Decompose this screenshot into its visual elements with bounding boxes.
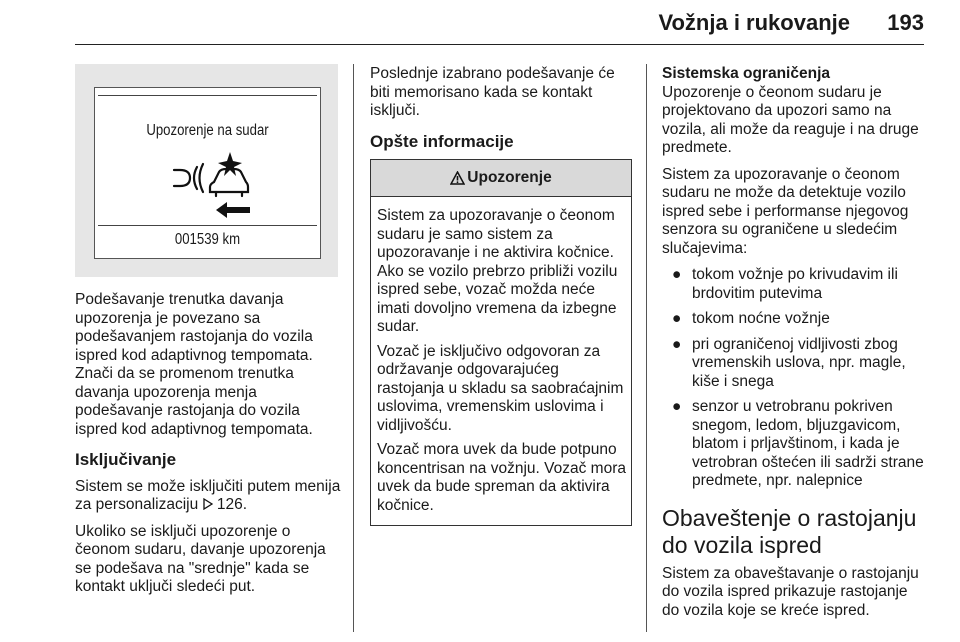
- bullet-icon: ●: [672, 266, 682, 283]
- header-rule: [75, 44, 924, 45]
- list-item-text: pri ograničenoj vidljivosti zbog vremenskih uslova, npr. magle, kiše i snega: [692, 335, 906, 390]
- paragraph-memorized: Poslednje izabrano podešavanje će biti memorisano kada se kontakt isključi.: [370, 65, 615, 119]
- bullet-icon: ●: [672, 398, 682, 415]
- heading-sistemska-ogranicenja: Sistemska ograničenja: [662, 65, 830, 82]
- paragraph-timing: Podešavanje trenutka davanja upozorenja je povezano sa podešavanjem rastojanja do vozila ispred kod adaptivnog tempomata. Znači da se promenom trenutka davanja upozorenja menja podešavanje rastojanja do vozila ispred kod adaptivnog tempomata.: [75, 291, 313, 438]
- display-rule-bottom: [98, 225, 317, 226]
- warning-body: [371, 197, 631, 525]
- bullet-icon: ●: [672, 335, 682, 353]
- column-divider-left: [353, 64, 354, 632]
- column-1: [75, 291, 345, 605]
- chapter-title: Vožnja i rukovanje: [658, 10, 850, 35]
- warning-paragraph-3: Vozač mora uvek da bude potpuno koncentrisan na vožnju. Vozač mora uvek da bude spreman da aktivira kočnice.: [377, 441, 626, 514]
- list-item: [662, 398, 927, 491]
- heading-obavestenje: Obaveštenje o rastojanju do vozila ispred: [662, 504, 917, 558]
- display-rule-top: [98, 95, 317, 96]
- display-title: Upozorenje na sudar: [146, 122, 269, 139]
- warning-box: [370, 159, 632, 526]
- warning-triangle-icon: [450, 171, 465, 185]
- paragraph-disable: [75, 478, 345, 515]
- paragraph-limits-1: Upozorenje o čeonom sudaru je projektovano da upozori samo na vozila, ali može da reaguje i na druge predmete.: [662, 83, 919, 156]
- list-item-text: tokom vožnje po krivudavim ili brdovitim putevima: [692, 266, 898, 302]
- odometer-readout: 001539 km: [174, 231, 241, 248]
- list-item: [662, 266, 927, 303]
- instrument-display: [94, 87, 321, 259]
- column-2: [370, 65, 632, 526]
- heading-opste-informacije: Opšte informacije: [370, 131, 514, 151]
- list-item: [662, 336, 927, 392]
- warning-title: Upozorenje: [467, 168, 552, 186]
- list-item-text: tokom noćne vožnje: [692, 310, 830, 327]
- column-divider-right: [646, 64, 647, 632]
- bullet-icon: ●: [672, 310, 682, 327]
- triangle-right-icon: [203, 498, 213, 510]
- paragraph-reset: Ukoliko se isključi upozorenje o čeonom sudaru, davanje upozorenja se podešava na "srednje" kada se kontakt uključi sledeći put.: [75, 522, 326, 595]
- warning-paragraph-1: Sistem za upozoravanje o čeonom sudaru je samo sistem za upozoravanje i ne aktivira kočnice. Ako se vozilo prebrzo približi vozilu ispred sebe, vozač možda neće imati dovoljno vremena da izbegne sudar.: [377, 207, 618, 335]
- list-item: [662, 310, 927, 329]
- list-item-text: senzor u vetrobranu pokriven snegom, ledom, bljuzgavicom, blatom i prljavštinom, i kada je vetrobran oštećen ili sadrži strane predmete, npr. nalepnice: [692, 398, 924, 489]
- collision-warning-icon: [170, 152, 250, 220]
- page-reference[interactable]: 126.: [216, 496, 248, 513]
- paragraph-disable-text: Sistem se može isključiti putem menija za personalizaciju: [75, 477, 341, 513]
- column-3: [662, 65, 927, 628]
- paragraph-distance-info: Sistem za obaveštavanje o rastojanju do vozila ispred prikazuje rastojanje do vozila koje se kreće ispred.: [662, 564, 919, 619]
- limitations-list: [662, 266, 927, 491]
- paragraph-limits-2: Sistem za upozoravanje o čeonom sudaru ne može da detektuje vozilo ispred sebe i performanse njegovog senzora su ograničene u sledećim slučajevima:: [662, 165, 909, 257]
- heading-iskljucivanje: Isključivanje: [75, 450, 177, 469]
- page-number: 193: [887, 10, 924, 35]
- warning-header: [371, 160, 631, 197]
- warning-paragraph-2: Vozač je isključivo odgovoran za održavanje odgovarajućeg rastojanja u skladu sa saobraćajnim uslovima, vremenskim uslovima i vidljivošću.: [377, 342, 624, 434]
- display-figure: [75, 64, 338, 277]
